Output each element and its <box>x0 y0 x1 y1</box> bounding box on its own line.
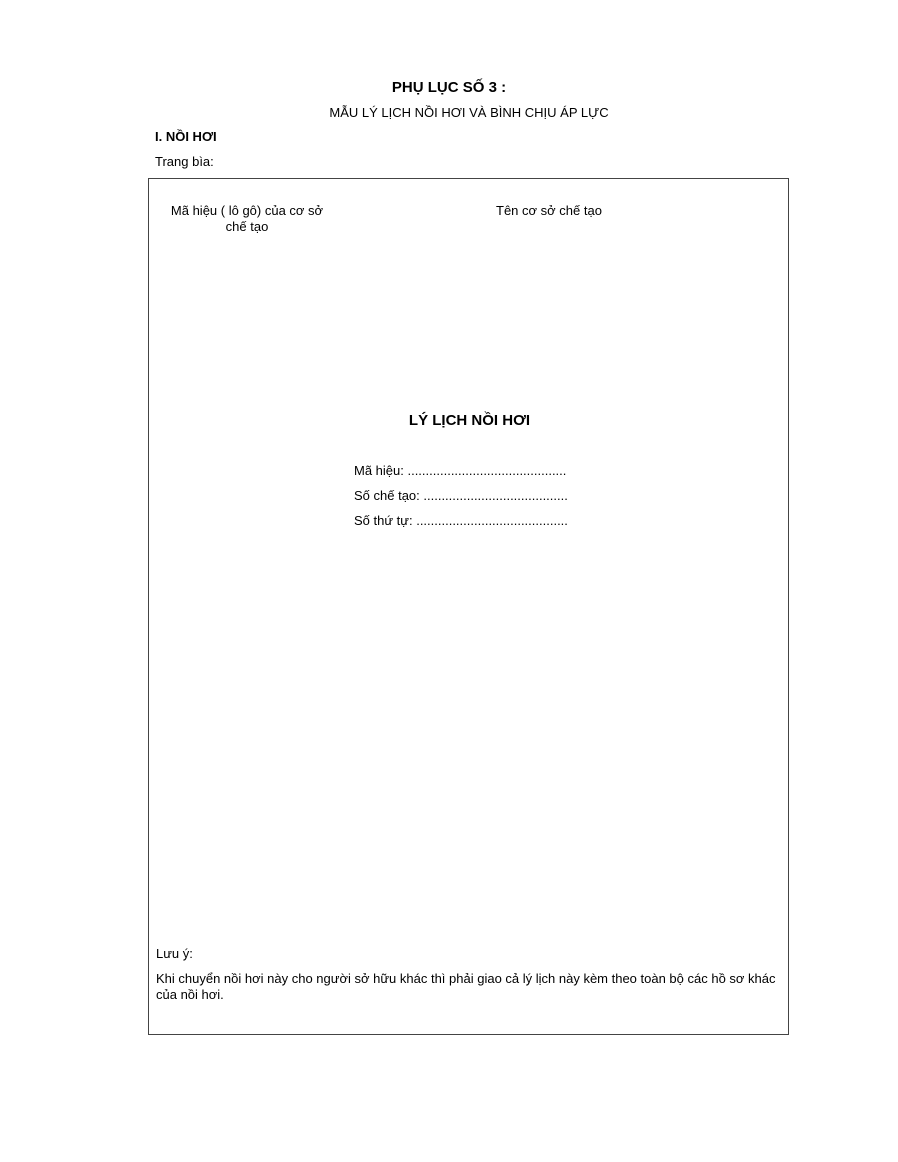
section-heading: I. NỒI HƠI <box>155 129 217 144</box>
cover-page-frame <box>148 178 789 1035</box>
field-order-number: Số thứ tự: .......................................... <box>354 513 568 528</box>
logo-placeholder-label: Mã hiệu ( lô gô) của cơ sở chế tạo <box>170 203 324 234</box>
appendix-subtitle: MẪU LÝ LỊCH NỒI HƠI VÀ BÌNH CHỊU ÁP LỰC <box>329 105 609 120</box>
note-text: Khi chuyển nồi hơi này cho người sở hữu khác thì phải giao cả lý lịch này kèm theo toàn bộ các hồ sơ khác của nồi hơi. <box>156 971 776 1002</box>
appendix-title: PHỤ LỤC SỐ 3 : <box>391 79 507 96</box>
manufacturer-name-label: Tên cơ sở chế tạo <box>496 203 602 218</box>
cover-label: Trang bìa: <box>155 154 214 169</box>
field-model-code: Mã hiệu: ............................................ <box>354 463 567 478</box>
note-label: Lưu ý: <box>156 946 193 961</box>
field-serial-number: Số chế tạo: ........................................ <box>354 488 568 503</box>
boiler-record-title: LÝ LỊCH NỒI HƠI <box>408 412 531 429</box>
